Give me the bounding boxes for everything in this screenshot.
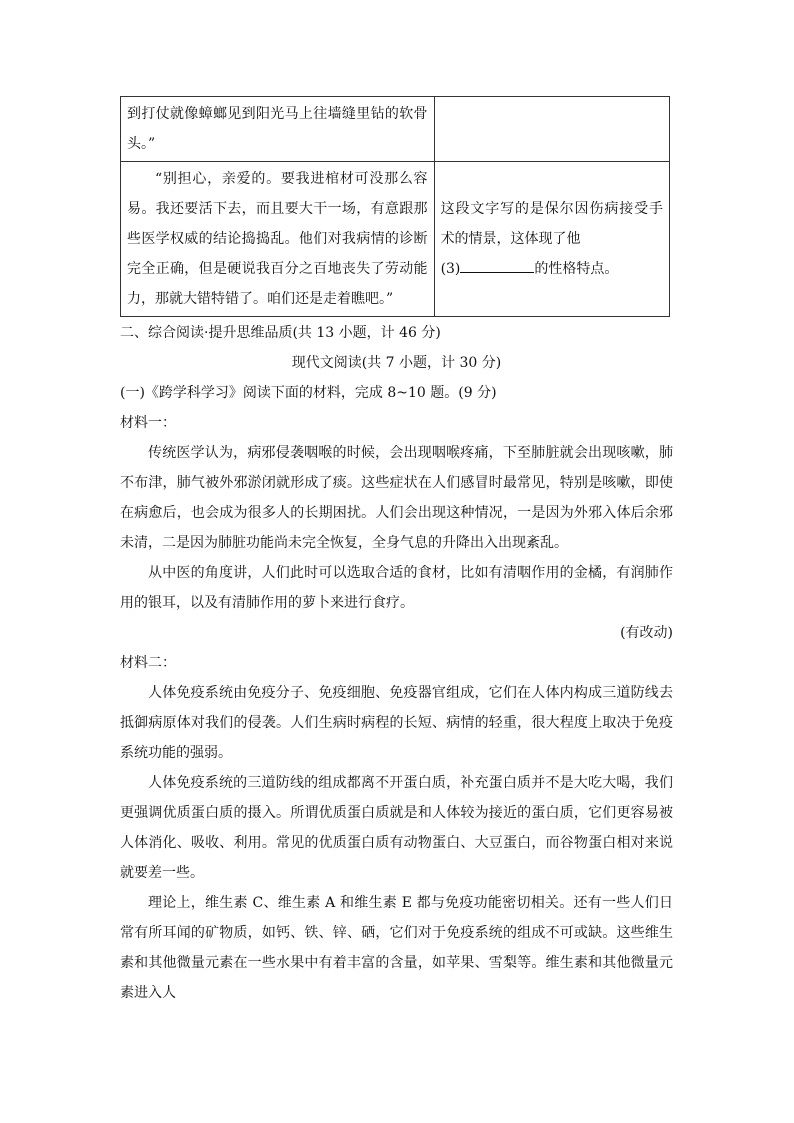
quote-end-text: 到打仗就像蟑螂见到阳光马上往墙缝里钻的软骨头。” [127,106,428,152]
section-subheading: 现代文阅读(共 7 小题，计 30 分) [291,355,502,371]
table-row [121,97,670,162]
article-body [120,318,673,1008]
material-two-paragraph: 理论上，维生素 C、维生素 A 和维生素 E 都与免疫功能密切相关。还有一些人们日常有所耳闻的矿物质，如钙、铁、锌、硒，它们对于免疫系统的组成不可或缺。这些维生素和其他微量元素在一些水果中有着丰富的含量，如苹果、雪梨等。维生素和其他微量元素进入人 [120,895,673,1001]
material-two-paragraph: 人体免疫系统的三道防线的组成都离不开蛋白质，补充蛋白质并不是大吃大喝，我们更强调优质蛋白质的摄入。所谓优质蛋白质就是和人体较为接近的蛋白质，它们更容易被人体消化、吸收、利用。常见的优质蛋白质有动物蛋白、大豆蛋白，而谷物蛋白相对来说就要差一些。 [120,775,673,881]
answer-blank[interactable] [460,256,534,273]
section-heading: 二、综合阅读·提升思维品质(共 13 小题，计 46 分) [120,325,441,341]
material-two-paragraph: 人体免疫系统由免疫分子、免疫细胞、免疫器官组成，它们在人体内构成三道防线去抵御病原体对我们的侵袭。人们生病时病程的长短、病情的轻重，很大程度上取决于免疫系统功能的强弱。 [120,685,673,761]
material-one-title: 材料一： [120,415,176,431]
question-table [120,96,670,317]
material-one-paragraph: 传统医学认为，病邪侵袭咽喉的时候，会出现咽喉疼痛，下至肺脏就会出现咳嗽，肺不布津，肺气被外邪淤闭就形成了痰。这些症状在人们感冒时最常见，特别是咳嗽，即使在病愈后，也会成为很多人的长期困扰。人们会出现这种情况，一是因为外邪入体后余邪未清，二是因为肺脏功能尚未完全恢复，全身气息的升降出入出现紊乱。 [120,445,673,551]
quote-text: “别担心，亲爱的。要我进棺材可没那么容易。我还要活下去，而且要大干一场，有意跟那些医学权威的结论捣捣乱。他们对我病情的诊断完全正确，但是硬说我百分之百地丧失了劳动能力，那就大错特错了。咱们还是走着瞧吧。” [127,171,428,307]
table-row [121,162,670,317]
material-one-paragraph: 从中医的角度讲，人们此时可以选取合适的食材，比如有清咽作用的金橘，有润肺作用的银耳，以及有清肺作用的萝卜来进行食疗。 [120,565,673,611]
table-cell-quote [121,162,435,317]
analysis-suffix: 的性格特点。 [534,261,619,277]
question-instruction: (一)《跨学科学习》阅读下面的材料，完成 8~10 题。(9 分) [120,385,497,401]
blank-number: (3) [440,261,461,277]
table-cell-quote-end [121,97,435,162]
table-cell-analysis [434,162,669,317]
table-cell-empty [434,97,669,162]
analysis-text: 这段文字写的是保尔因伤病接受手术的情景，这体现了他 [440,201,663,247]
material-two-title: 材料二： [120,655,176,671]
source-note: (有改动) [620,625,673,641]
